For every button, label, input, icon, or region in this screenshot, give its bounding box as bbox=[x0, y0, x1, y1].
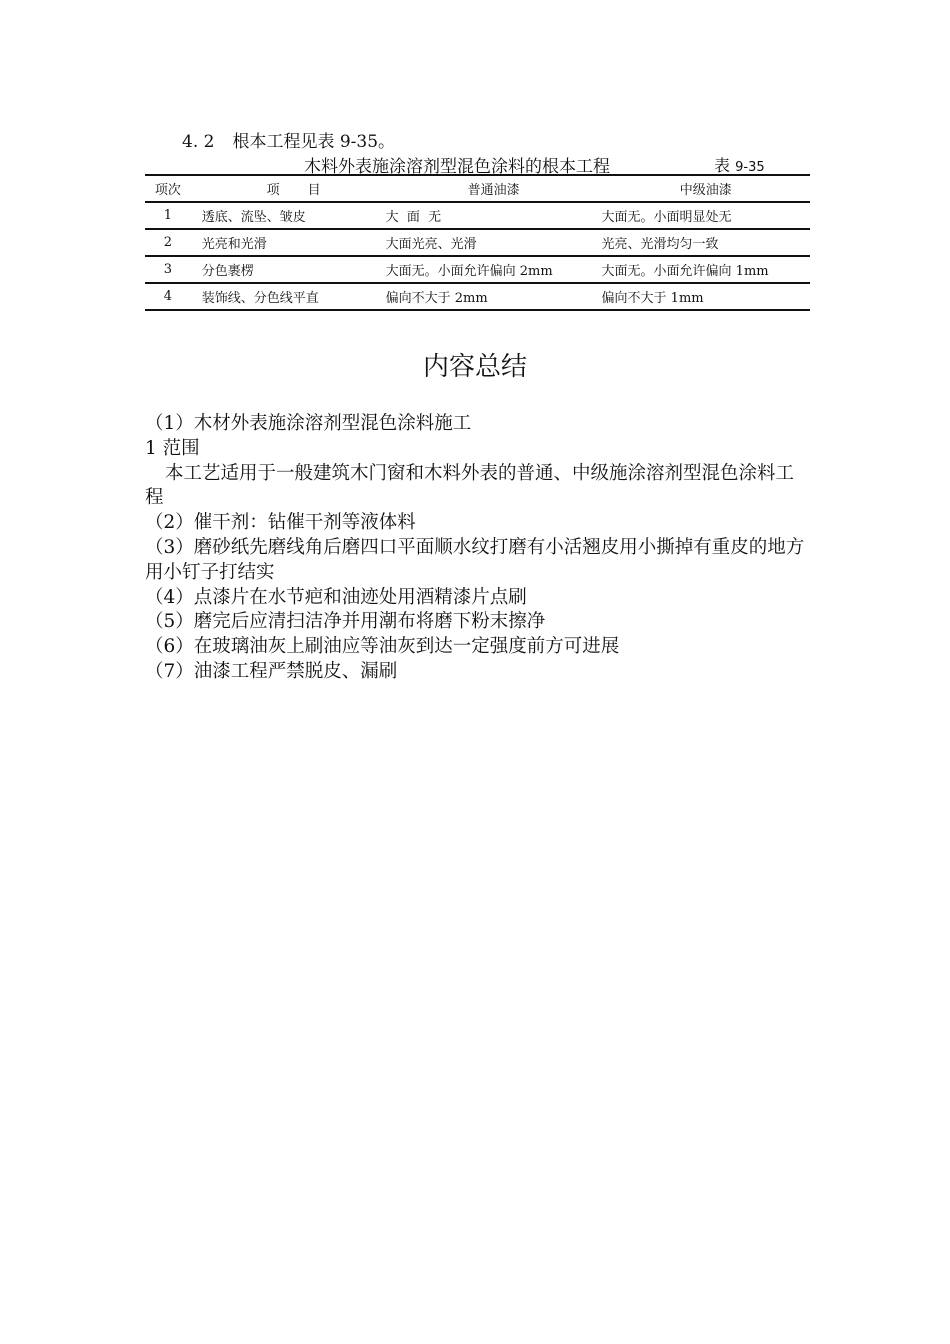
row-mid: 偏向不大于 1mm bbox=[602, 283, 810, 310]
table-row bbox=[145, 256, 810, 283]
summary-title: 内容总结 bbox=[422, 352, 527, 382]
summary-line: （3）磨砂纸先磨线角后磨四口平面顺水纹打磨有小活翘皮用小撕掉有重皮的地方用小钉子打结实 bbox=[145, 536, 805, 583]
table-row bbox=[145, 202, 810, 229]
section-reference bbox=[182, 127, 395, 152]
summary-line: （1）木材外表施涂溶剂型混色涂料施工 bbox=[145, 413, 472, 434]
row-mid: 大面无。小面明显处无 bbox=[602, 202, 810, 229]
header-normal: 普通油漆 bbox=[386, 175, 602, 202]
header-item bbox=[191, 175, 386, 202]
summary-line: （5）磨完后应清扫洁净并用潮布将磨下粉末擦净 bbox=[145, 611, 546, 633]
table-title: 木料外表施涂溶剂型混色涂料的根本工程 bbox=[304, 157, 610, 177]
row-mid: 大面无。小面允许偏向 1mm bbox=[602, 256, 810, 283]
summary-line: 1 范围 bbox=[145, 437, 200, 459]
header-item-a: 项 bbox=[266, 183, 280, 198]
section-text: 根本工程见表 9-35。 bbox=[232, 132, 396, 152]
spec-table bbox=[145, 174, 810, 311]
row-item: 装饰线、分色线平直 bbox=[191, 283, 386, 310]
summary-line: （2）催干剂：钻催干剂等液体料 bbox=[145, 512, 416, 534]
row-item: 光亮和光滑 bbox=[191, 229, 386, 256]
row-normal: 偏向不大于 2mm bbox=[386, 283, 602, 310]
summary-body bbox=[145, 412, 805, 685]
row-no: 2 bbox=[145, 229, 191, 256]
row-no: 4 bbox=[145, 283, 191, 310]
table-number bbox=[714, 153, 765, 176]
header-mid: 中级油漆 bbox=[602, 175, 810, 202]
row-item: 分色裹楞 bbox=[191, 256, 386, 283]
row-normal: 大面光亮、光滑 bbox=[386, 229, 602, 256]
header-no: 项次 bbox=[145, 175, 191, 202]
table-header-row bbox=[145, 175, 810, 202]
row-normal: 大面无。小面允许偏向 2mm bbox=[386, 256, 602, 283]
table-number-value: 9-35 bbox=[735, 160, 765, 175]
section-number: 4. 2 bbox=[182, 132, 215, 152]
row-no: 3 bbox=[145, 256, 191, 283]
row-normal: 大 面 无 bbox=[386, 202, 602, 229]
row-item: 透底、流坠、皱皮 bbox=[191, 202, 386, 229]
header-item-b: 目 bbox=[307, 183, 321, 198]
row-no: 1 bbox=[145, 202, 191, 229]
row-mid: 光亮、光滑均匀一致 bbox=[602, 229, 810, 256]
table-row bbox=[145, 283, 810, 310]
summary-line: （7）油漆工程严禁脱皮、漏刷 bbox=[145, 660, 398, 682]
table-row bbox=[145, 229, 810, 256]
table-number-label: 表 bbox=[714, 156, 731, 175]
summary-line: （4）点漆片在水节疤和油迹处用酒精漆片点刷 bbox=[145, 586, 527, 608]
summary-line: （6）在玻璃油灰上刷油应等油灰到达一定强度前方可进展 bbox=[145, 636, 620, 658]
summary-line: 本工艺适用于一般建筑木门窗和木料外表的普通、中级施涂溶剂型混色涂料工程 bbox=[145, 462, 795, 509]
